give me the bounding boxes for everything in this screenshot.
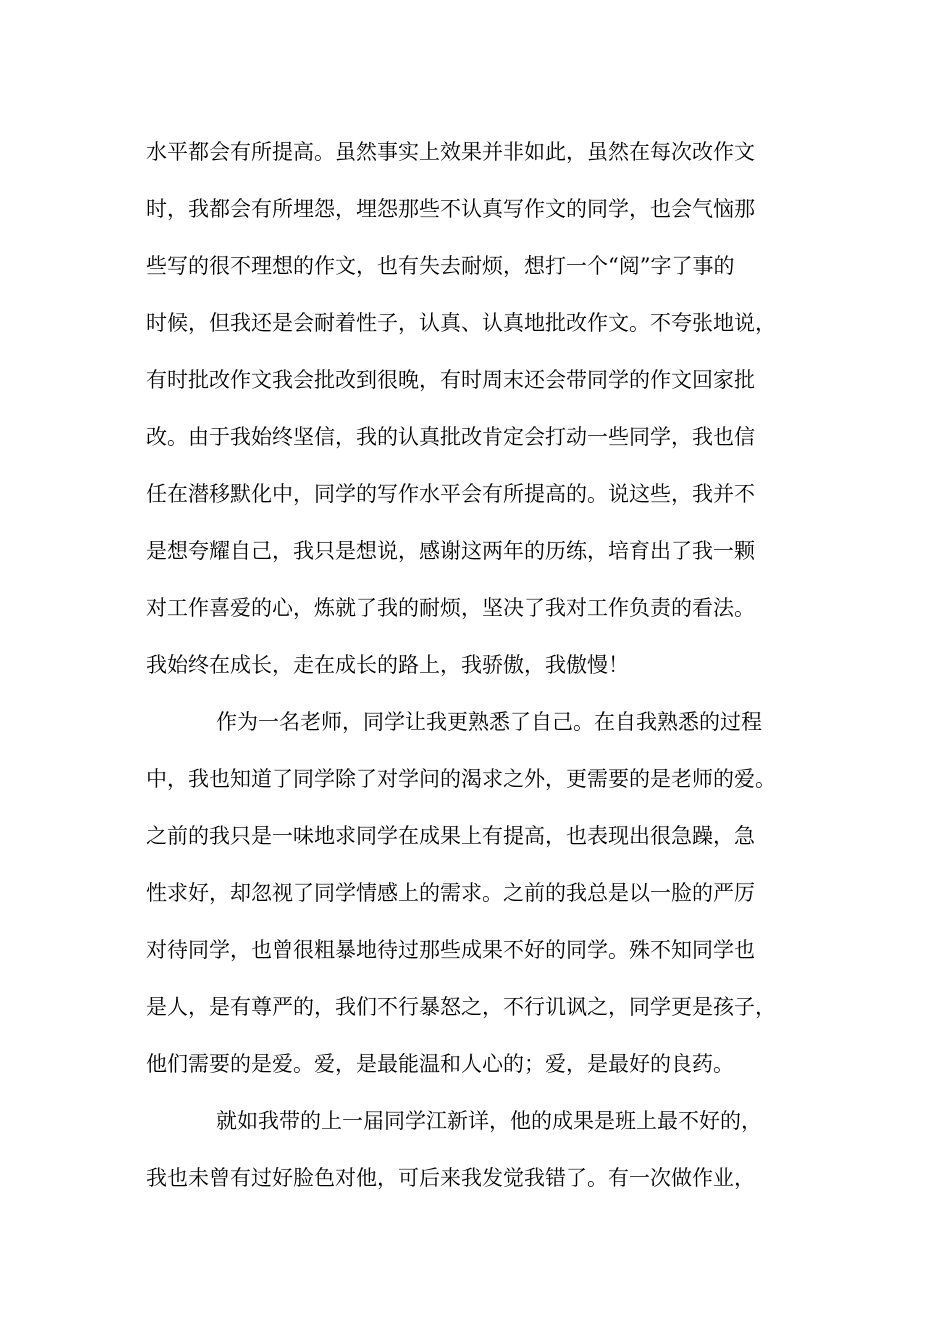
text-line: 我始终在成长，走在成长的路上，我骄傲，我傲慢！ (146, 653, 629, 677)
text-line: 时，我都会有所埋怨，埋怨那些不认真写作文的同学，也会气恼那 (146, 197, 755, 221)
body-text (146, 130, 826, 1213)
text-line: 时候，但我还是会耐着性子，认真、认真地批改作文。不夸张地说， (146, 311, 776, 335)
text-line: 水平都会有所提高。虽然事实上效果并非如此，虽然在每次改作文 (146, 140, 755, 164)
text-line: 任在潜移默化中，同学的写作水平会有所提高的。说这些，我并不 (146, 482, 755, 506)
text-line: 是人，是有尊严的，我们不行暴怒之，不行讥讽之，同学更是孩子， (146, 995, 776, 1019)
text-line: 对待同学，也曾很粗暴地待过那些成果不好的同学。殊不知同学也 (146, 938, 755, 962)
text-line: 性求好，却忽视了同学情感上的需求。之前的我总是以一脸的严厉 (146, 881, 755, 905)
text-line: 是想夸耀自己，我只是想说，感谢这两年的历练，培育出了我一颗 (146, 539, 755, 563)
text-line: 些写的很不理想的作文，也有失去耐烦，想打一个“阅”字了事的 (146, 254, 735, 278)
text-line: 对工作喜爱的心，炼就了我的耐烦，坚决了我对工作负责的看法。 (146, 596, 755, 620)
text-line: 中，我也知道了同学除了对学问的渴求之外，更需要的是老师的爱。 (146, 767, 776, 791)
text-line: 之前的我只是一味地求同学在成果上有提高，也表现出很急躁，急 (146, 824, 755, 848)
text-line: 我也未曾有过好脸色对他，可后来我发觉我错了。有一次做作业， (146, 1166, 755, 1190)
text-line: 他们需要的是爱。爱，是最能温和人心的；爱，是最好的良药。 (146, 1052, 734, 1076)
paragraph-first-line: 作为一名老师，同学让我更熟悉了自己。在自我熟悉的过程 (216, 710, 762, 734)
text-line: 有时批改作文我会批改到很晚，有时周末还会带同学的作文回家批 (146, 368, 755, 392)
text-line: 改。由于我始终坚信，我的认真批改肯定会打动一些同学，我也信 (146, 425, 755, 449)
paragraph-first-line: 就如我带的上一届同学江新详，他的成果是班上最不好的， (216, 1109, 762, 1133)
